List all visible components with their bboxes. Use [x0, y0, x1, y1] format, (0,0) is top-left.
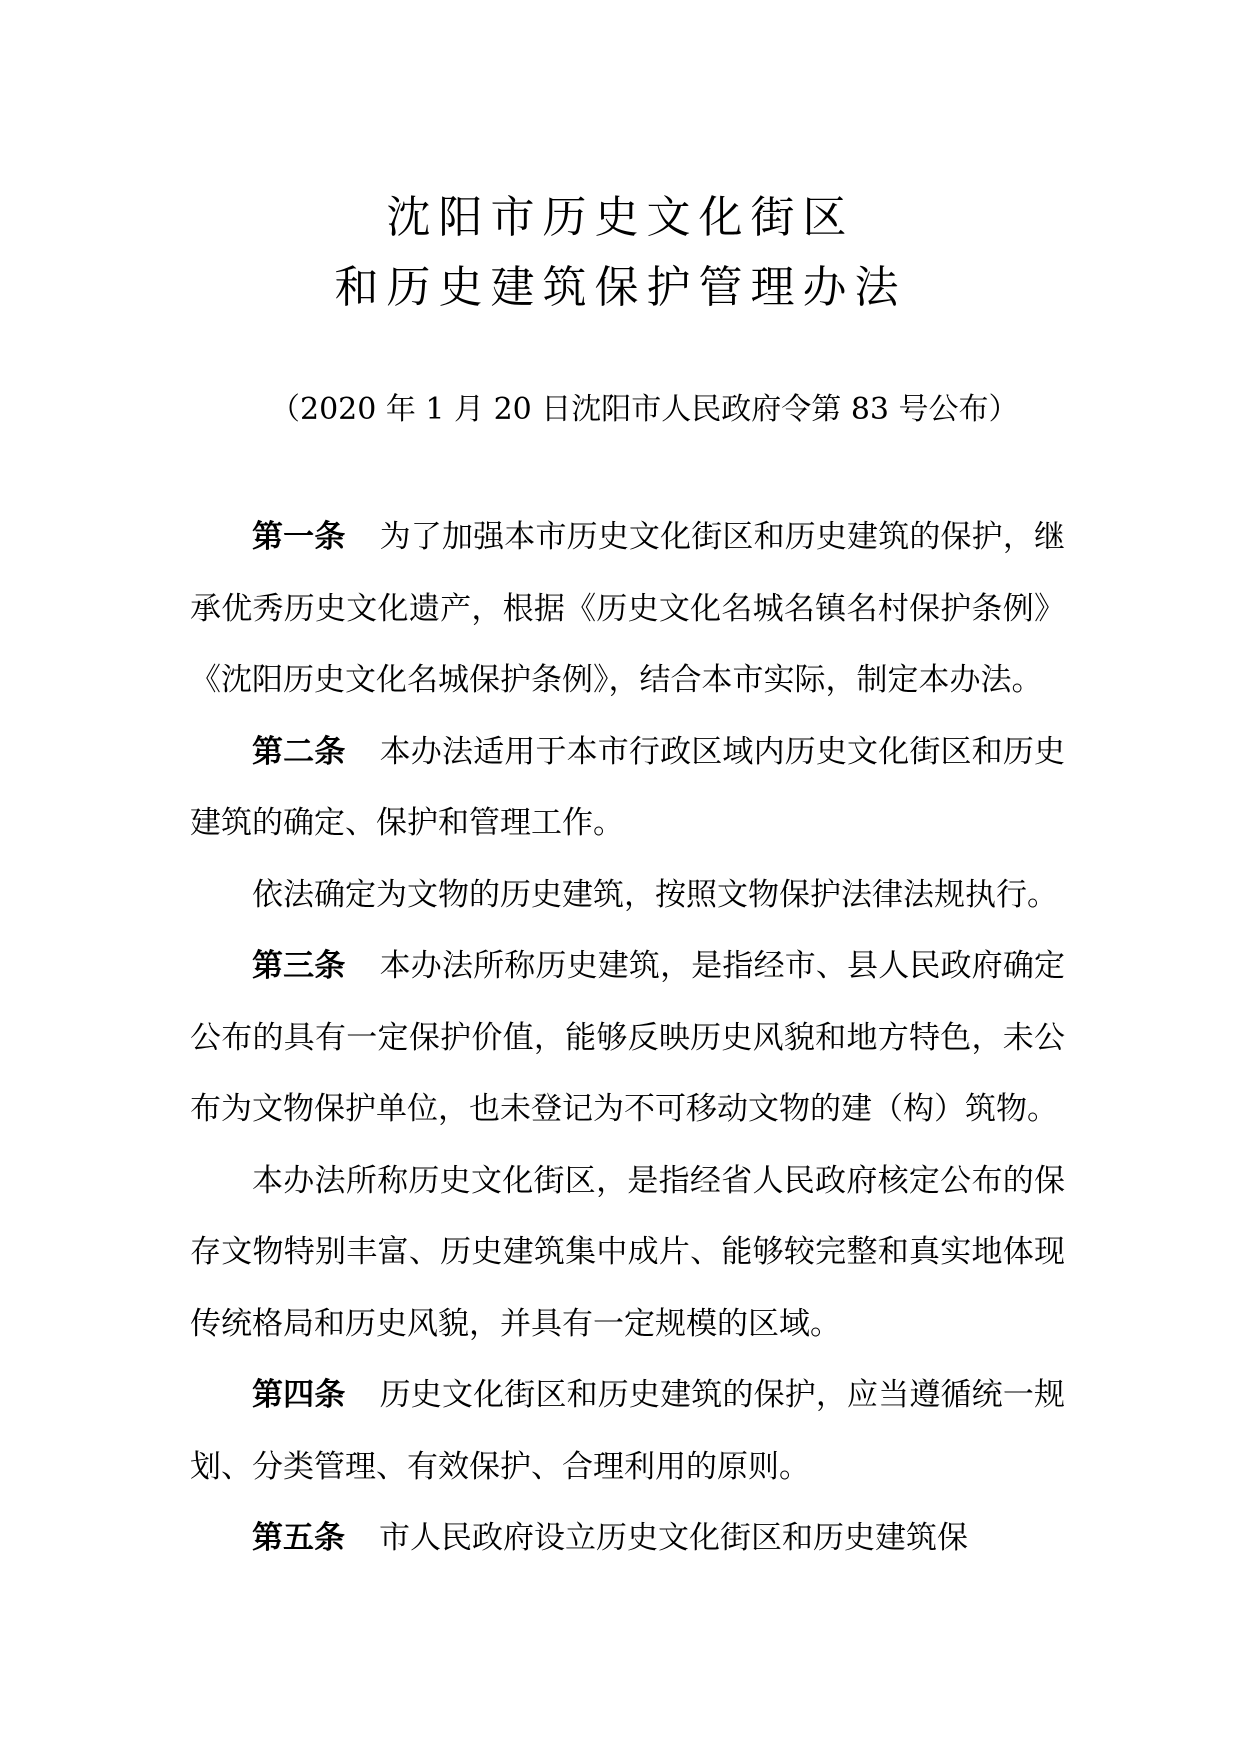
article-heading: 第三条: [252, 948, 346, 984]
article-5-paragraph: [190, 1503, 1065, 1575]
article-2-paragraph: [190, 717, 1065, 860]
article-heading: 第二条: [252, 733, 346, 770]
article-3-paragraph: [190, 931, 1065, 1146]
article-text: 本办法适用于本市行政区域内历史文化街区和历史建筑的确定、保护和管理工作。: [190, 733, 1066, 841]
document-body: [190, 502, 1065, 1575]
article-3-continuation-paragraph: [190, 1146, 1065, 1361]
document-title-line-2: 和历史建筑保护管理办法: [334, 262, 907, 313]
promulgation-note: （2020 年 1 月 20 日沈阳市人民政府令第 83 号公布）: [270, 392, 1019, 427]
article-text: 历史文化街区和历史建筑的保护，应当遵循统一规划、分类管理、有效保护、合理利用的原则。: [190, 1377, 1066, 1485]
document-title-line-1: 沈阳市历史文化街区: [386, 192, 855, 243]
article-heading: 第五条: [252, 1520, 345, 1556]
paragraph-text: 本办法所称历史文化街区，是指经省人民政府核定公布的保存文物特别丰富、历史建筑集中成片、能够较完整和真实地体现传统格局和历史风貌，并具有一定规模的区域。: [190, 1162, 1065, 1342]
article-text: 本办法所称历史建筑，是指经市、县人民政府确定公布的具有一定保护价值，能够反映历史风貌和地方特色，未公布为文物保护单位，也未登记为不可移动文物的建（构）筑物。: [190, 948, 1066, 1127]
article-text: 为了加强本市历史文化街区和历史建筑的保护，继承优秀历史文化遗产，根据《历史文化名城名镇名村保护条例》《沈阳历史文化名城保护条例》，结合本市实际，制定本办法。: [190, 519, 1066, 698]
article-1-paragraph: [190, 502, 1065, 717]
article-text: 市人民政府设立历史文化街区和历史建筑保: [379, 1520, 968, 1556]
article-4-paragraph: [190, 1360, 1065, 1503]
article-heading: 第一条: [252, 519, 346, 555]
article-2-continuation-paragraph: [190, 860, 1065, 932]
article-heading: 第四条: [252, 1377, 346, 1413]
paragraph-text: 依法确定为文物的历史建筑，按照文物保护法律法规执行。: [252, 876, 1058, 913]
